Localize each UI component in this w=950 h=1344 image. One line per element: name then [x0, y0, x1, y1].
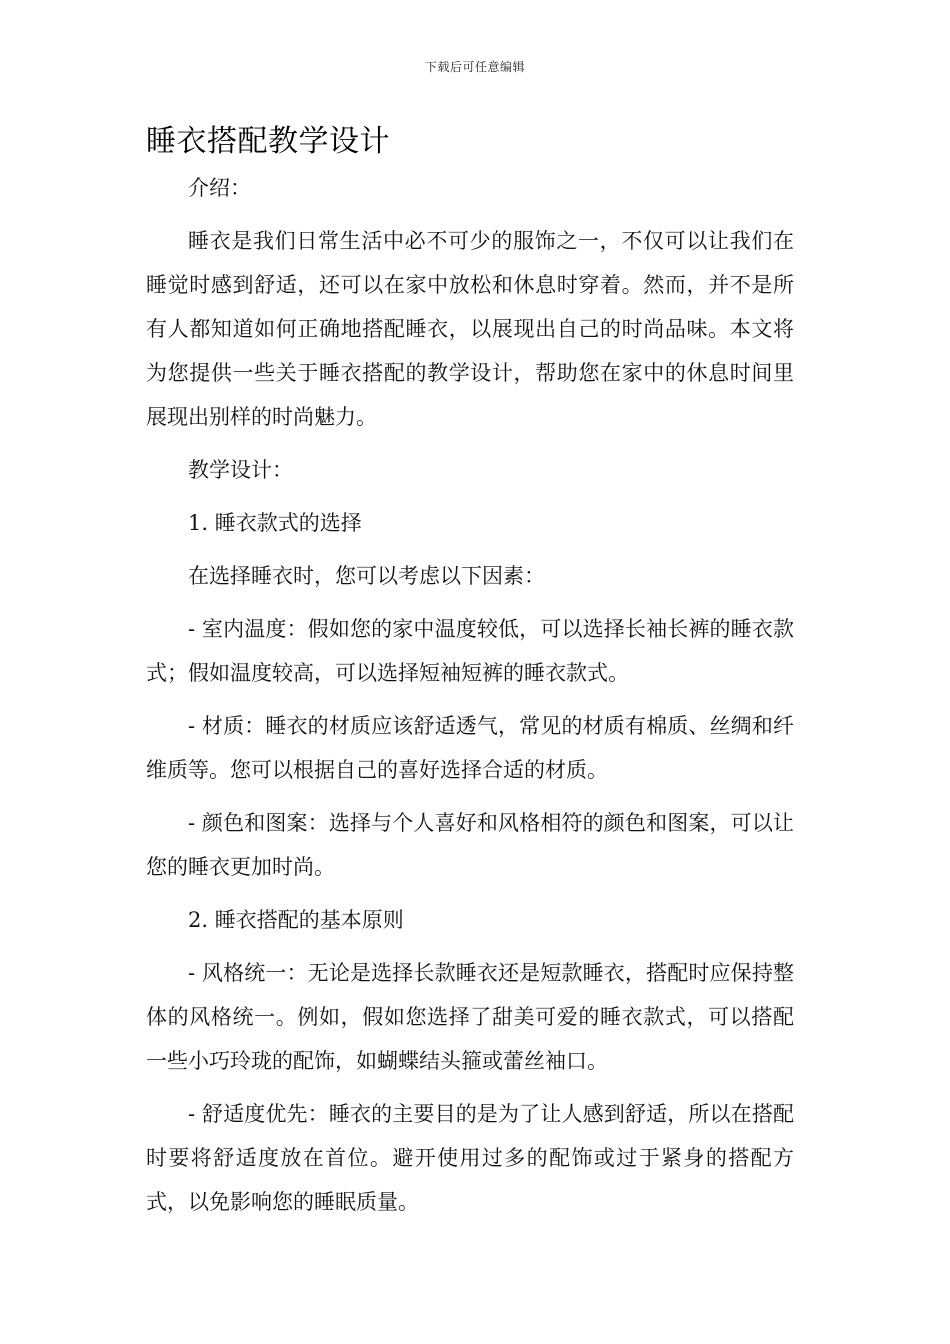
section-label-intro: 介绍：	[188, 176, 251, 200]
section-label-design: 教学设计：	[188, 458, 293, 482]
list-item-style-unity: - 风格统一：无论是选择长款睡衣还是短款睡衣，搭配时应保持整体的风格统一。例如，假如您选择了甜美可爱的睡衣款式，可以搭配一些小巧玲珑的配饰，如蝴蝶结头箍或蕾丝袖口。	[146, 961, 794, 1073]
list-item-material: - 材质：睡衣的材质应该舒适透气，常见的材质有棉质、丝绸和纤维质等。您可以根据自己的喜好选择合适的材质。	[146, 714, 794, 782]
document-body	[146, 166, 794, 1233]
paragraph-factors: 在选择睡衣时，您可以考虑以下因素：	[188, 564, 545, 588]
document-title: 睡衣搭配教学设计	[146, 124, 390, 159]
list-item-color-pattern: - 颜色和图案：选择与个人喜好和风格相符的颜色和图案，可以让您的睡衣更加时尚。	[146, 811, 794, 879]
list-item-temperature: - 室内温度：假如您的家中温度较低，可以选择长袖长裤的睡衣款式；假如温度较高，可以选择短袖短裤的睡衣款式。	[146, 617, 794, 685]
heading-style-selection: 1. 睡衣款式的选择	[188, 511, 362, 535]
heading-basic-principles: 2. 睡衣搭配的基本原则	[188, 908, 404, 932]
list-item-comfort-first: - 舒适度优先：睡衣的主要目的是为了让人感到舒适，所以在搭配时要将舒适度放在首位。避开使用过多的配饰或过于紧身的搭配方式，以免影响您的睡眠质量。	[146, 1102, 794, 1214]
paragraph-intro: 睡衣是我们日常生活中必不可少的服饰之一，不仅可以让我们在睡觉时感到舒适，还可以在家中放松和休息时穿着。然而，并不是所有人都知道如何正确地搭配睡衣，以展现出自己的时尚品味。本文将为您提供一些关于睡衣搭配的教学设计，帮助您在家中的休息时间里展现出别样的时尚魅力。	[146, 229, 794, 429]
header-note: 下载后可任意编辑	[424, 60, 525, 74]
